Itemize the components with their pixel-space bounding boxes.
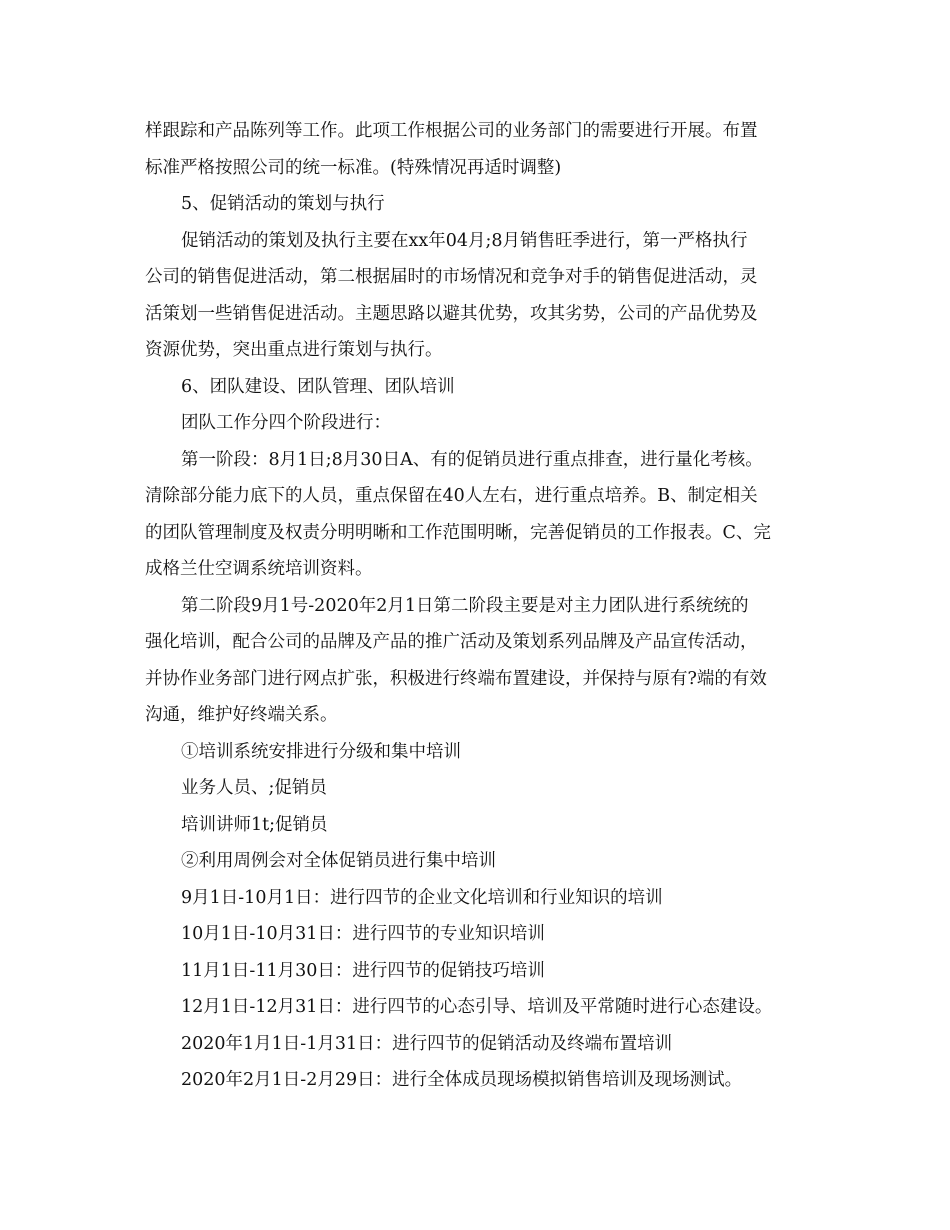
text-line: 第二阶段9月1号-2020年2月1日第二阶段主要是对主力团队进行系统统的 [181,595,749,616]
schedule-item: 10月1日-10月31日：进行四节的专业知识培训 [181,924,545,944]
text-line: 资源优势，突出重点进行策划与执行。 [145,340,443,360]
text-line: 公司的销售促进活动，第二根据届时的市场情况和竞争对手的销售促进活动，灵 [145,267,758,287]
schedule-item: 2020年2月1日-2月29日：进行全体成员现场模拟销售培训及现场测试。 [181,1070,743,1090]
text-line: 的团队管理制度及权责分明明晰和工作范围明晰，完善促销员的工作报表。C、完 [145,522,771,543]
document-body [145,113,825,1099]
text-line: 沟通，维护好终端关系。 [145,705,338,725]
text-line: 成格兰仕空调系统培训资料。 [145,559,373,579]
text-line: 强化培训，配合公司的品牌及产品的推广活动及策划系列品牌及产品宣传活动， [145,632,758,652]
text-line: 清除部分能力底下的人员，重点保留在40人左右，进行重点培养。B、制定相关 [145,486,758,506]
schedule-item: 9月1日-10月1日：进行四节的企业文化培训和行业知识的培训 [181,887,663,908]
text-line: 第一阶段：8月1日;8月30日A、有的促销员进行重点排查，进行量化考核。 [181,449,763,470]
list-item: 培训讲师1t;促销员 [181,814,328,835]
list-item: ②利用周例会对全体促销员进行集中培训 [181,851,496,871]
text-line: 样跟踪和产品陈列等工作。此项工作根据公司的业务部门的需要进行开展。布置 [145,121,758,141]
text-line: 团队工作分四个阶段进行： [181,413,391,433]
schedule-item: 2020年1月1日-1月31日：进行四节的促销活动及终端布置培训 [181,1033,673,1054]
text-line: 并协作业务部门进行网点扩张，积极进行终端布置建设，并保持与原有?端的有效 [145,668,767,689]
schedule-item: 12月1日-12月31日：进行四节的心态引导、培训及平常随时进行心态建设。 [181,997,773,1017]
section-heading: 6、团队建设、团队管理、团队培训 [181,376,455,397]
text-line: 促销活动的策划及执行主要在xx年04月;8月销售旺季进行，第一严格执行 [181,230,748,251]
list-item: 业务人员、;促销员 [181,778,327,798]
section-heading: 5、促销活动的策划与执行 [181,194,385,214]
list-item: ①培训系统安排进行分级和集中培训 [181,741,461,762]
schedule-item: 11月1日-11月30日：进行四节的促销技巧培训 [181,960,545,981]
text-line: 活策划一些销售促进活动。主题思路以避其优势，攻其劣势，公司的产品优势及 [145,303,758,324]
text-line: 标准严格按照公司的统一标准。(特殊情况再适时调整) [145,157,562,178]
